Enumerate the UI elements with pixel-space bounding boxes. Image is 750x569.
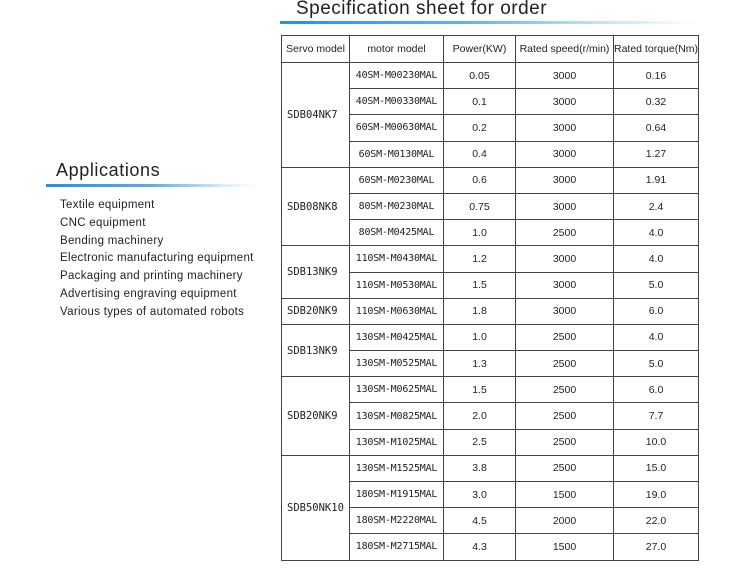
motor-model-cell: 130SM-M1525MAL [350, 455, 444, 481]
rated-speed-cell: 3000 [516, 89, 614, 115]
rated-torque-cell: 15.0 [614, 455, 699, 481]
header-servo-model: Servo model [282, 36, 350, 63]
rated-torque-cell: 7.7 [614, 403, 699, 429]
rated-speed-cell: 1500 [516, 482, 614, 508]
power-cell: 0.75 [444, 193, 516, 219]
application-item: Textile equipment [60, 199, 155, 211]
table-row [282, 246, 699, 272]
rated-torque-cell: 5.0 [614, 272, 699, 298]
table-header-row [282, 36, 699, 63]
header-rated-speed: Rated speed(r/min) [516, 36, 614, 63]
rated-torque-cell: 27.0 [614, 534, 699, 560]
header-motor-model: motor model [350, 36, 444, 63]
spec-title-underline [280, 21, 700, 24]
motor-model-cell: 60SM-M0130MAL [350, 141, 444, 167]
rated-torque-cell: 1.91 [614, 167, 699, 193]
table-row [282, 324, 699, 350]
rated-torque-cell: 6.0 [614, 298, 699, 324]
motor-model-cell: 130SM-M0825MAL [350, 403, 444, 429]
rated-speed-cell: 2500 [516, 455, 614, 481]
motor-model-cell: 130SM-M1025MAL [350, 429, 444, 455]
table-row [282, 455, 699, 481]
application-item: Advertising engraving equipment [60, 287, 237, 300]
rated-torque-cell: 0.64 [614, 115, 699, 141]
motor-model-cell: 40SM-M00330MAL [350, 89, 444, 115]
power-cell: 1.5 [444, 272, 516, 298]
header-rated-torque: Rated torque(Nm) [614, 36, 699, 63]
motor-model-cell: 60SM-M00630MAL [350, 115, 444, 141]
rated-speed-cell: 3000 [516, 63, 614, 89]
rated-speed-cell: 2000 [516, 508, 614, 534]
motor-model-cell: 180SM-M2715MAL [350, 534, 444, 560]
rated-torque-cell: 0.16 [614, 63, 699, 89]
rated-speed-cell: 3000 [516, 246, 614, 272]
applications-title: Applications [56, 160, 161, 180]
motor-model-cell: 130SM-M0525MAL [350, 351, 444, 377]
power-cell: 1.8 [444, 298, 516, 324]
application-item: CNC equipment [60, 216, 146, 229]
servo-model-cell: SDB13NK9 [282, 246, 350, 298]
motor-model-cell: 110SM-M0430MAL [350, 246, 444, 272]
rated-speed-cell: 3000 [516, 115, 614, 141]
rated-torque-cell: 22.0 [614, 508, 699, 534]
power-cell: 0.1 [444, 89, 516, 115]
applications-underline [46, 184, 258, 187]
rated-torque-cell: 10.0 [614, 429, 699, 455]
power-cell: 1.2 [444, 246, 516, 272]
power-cell: 3.8 [444, 455, 516, 481]
motor-model-cell: 130SM-M0425MAL [350, 324, 444, 350]
motor-model-cell: 180SM-M1915MAL [350, 482, 444, 508]
motor-model-cell: 40SM-M00230MAL [350, 63, 444, 89]
rated-speed-cell: 2500 [516, 377, 614, 403]
rated-speed-cell: 3000 [516, 193, 614, 219]
servo-model-cell: SDB50NK10 [282, 455, 350, 560]
rated-speed-cell: 3000 [516, 167, 614, 193]
servo-model-cell: SDB13NK9 [282, 324, 350, 376]
power-cell: 2.5 [444, 429, 516, 455]
rated-speed-cell: 3000 [516, 272, 614, 298]
power-cell: 4.5 [444, 508, 516, 534]
rated-torque-cell: 5.0 [614, 351, 699, 377]
rated-speed-cell: 2500 [516, 351, 614, 377]
applications-list [60, 197, 254, 322]
header-power: Power(KW) [444, 36, 516, 63]
table-row [282, 298, 699, 324]
application-item: Bending machinery [60, 234, 164, 247]
power-cell: 0.2 [444, 115, 516, 141]
motor-model-cell: 80SM-M0230MAL [350, 193, 444, 219]
motor-model-cell: 80SM-M0425MAL [350, 220, 444, 246]
table-body [282, 63, 699, 561]
power-cell: 0.6 [444, 167, 516, 193]
rated-speed-cell: 1500 [516, 534, 614, 560]
rated-torque-cell: 2.4 [614, 193, 699, 219]
power-cell: 1.0 [444, 220, 516, 246]
rated-speed-cell: 3000 [516, 298, 614, 324]
spec-table [281, 35, 699, 561]
power-cell: 0.05 [444, 63, 516, 89]
rated-speed-cell: 3000 [516, 141, 614, 167]
power-cell: 1.3 [444, 351, 516, 377]
servo-model-cell: SDB08NK8 [282, 167, 350, 246]
power-cell: 1.0 [444, 324, 516, 350]
spec-sheet-title: Specification sheet for order [296, 0, 548, 19]
application-item: Various types of automated robots [60, 305, 245, 318]
rated-speed-cell: 2500 [516, 429, 614, 455]
application-item: Packaging and printing machinery [60, 270, 243, 283]
servo-model-cell: SDB20NK9 [282, 377, 350, 456]
rated-speed-cell: 2500 [516, 220, 614, 246]
table-row [282, 377, 699, 403]
servo-model-cell: SDB20NK9 [282, 298, 350, 324]
power-cell: 1.5 [444, 377, 516, 403]
motor-model-cell: 130SM-M0625MAL [350, 377, 444, 403]
motor-model-cell: 110SM-M0630MAL [350, 298, 444, 324]
rated-torque-cell: 19.0 [614, 482, 699, 508]
servo-model-cell: SDB04NK7 [282, 63, 350, 168]
motor-model-cell: 180SM-M2220MAL [350, 508, 444, 534]
power-cell: 0.4 [444, 141, 516, 167]
table-row [282, 63, 699, 89]
rated-torque-cell: 6.0 [614, 377, 699, 403]
power-cell: 3.0 [444, 482, 516, 508]
rated-torque-cell: 4.0 [614, 220, 699, 246]
rated-torque-cell: 0.32 [614, 89, 699, 115]
table-row [282, 167, 699, 193]
rated-torque-cell: 4.0 [614, 246, 699, 272]
motor-model-cell: 110SM-M0530MAL [350, 272, 444, 298]
application-item: Electronic manufacturing equipment [60, 252, 254, 265]
rated-torque-cell: 1.27 [614, 141, 699, 167]
power-cell: 2.0 [444, 403, 516, 429]
motor-model-cell: 60SM-M0230MAL [350, 167, 444, 193]
power-cell: 4.3 [444, 534, 516, 560]
rated-speed-cell: 2500 [516, 403, 614, 429]
rated-speed-cell: 2500 [516, 324, 614, 350]
rated-torque-cell: 4.0 [614, 324, 699, 350]
